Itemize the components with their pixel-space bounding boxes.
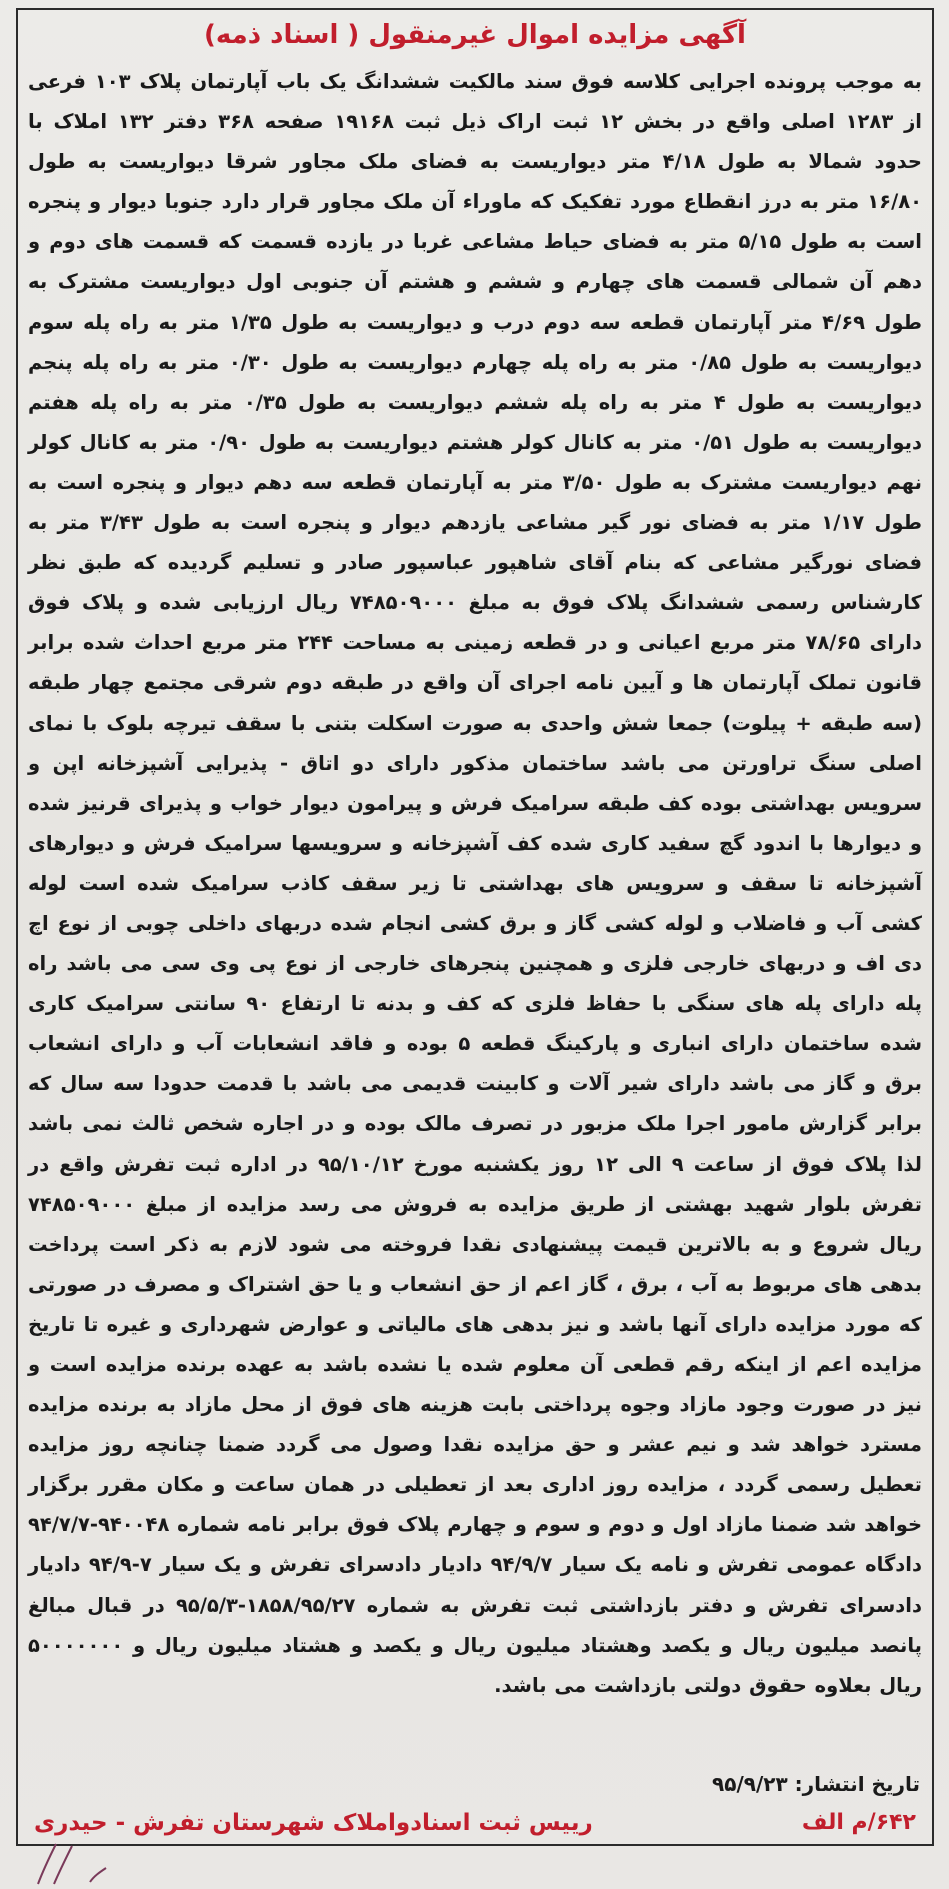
publish-date: تاریخ انتشار: ۹۵/۹/۲۳	[712, 1772, 920, 1796]
signature-row	[18, 1810, 932, 1844]
reference-code: ۶۴۲/م الف	[801, 1810, 916, 1835]
auction-notice	[16, 8, 934, 1846]
notice-title: آگهی مزایده اموال غیرمنقول ( اسناد ذمه)	[204, 20, 746, 50]
signature-line: رییس ثبت اسنادواملاک شهرستان تفرش - حیدری	[34, 1810, 593, 1836]
pen-marks-icon	[30, 1838, 120, 1886]
notice-body: به موجب پرونده اجرایی کلاسه فوق سند مالکیت ششدانگ یک باب آپارتمان پلاک ۱۰۳ فرعی از ۱۲۸۳ اصلی واقع در بخش ۱۲ ثبت اراک ذیل ثبت ۱۹۱۶۸ صفحه ۳۶۸ دفتر ۱۳۲ املاک با حدود شمالا به طول ۴/۱۸ متر دیواریست به فضای ملک مجاور شرقا دیواریست به طول ۱۶/۸۰ متر به درز انقطاع مورد تفکیک که ماوراء آن ملک مجاور قرار دارد جنوبا دیوار و پنجره است به طول ۵/۱۵ متر به فضای حیاط مشاعی غربا در یازده قسمت که قسمت های دوم و دهم آن شمالی قسمت های چهارم و ششم و هشتم آن جنوبی اول دیواریست مشترک به طول ۴/۶۹ متر آپارتمان قطعه سه دوم درب و دیواریست به طول ۱/۳۵ متر به راه پله سوم دیواریست به طول ۰/۸۵ متر به راه پله چهارم دیواریست به طول ۰/۳۰ متر به راه پله پنجم دیواریست به طول ۴ متر به راه پله ششم دیواریست به طول ۰/۳۵ متر به راه پله هفتم دیواریست به طول ۰/۵۱ متر به کانال کولر هشتم دیواریست به طول ۰/۹۰ متر به کانال کولر نهم دیواریست مشترک به طول ۳/۵۰ متر به آپارتمان قطعه سه دهم دیوار و پنجره است به طول ۱/۱۷ متر به فضای نور گیر مشاعی یازدهم دیوار و پنجره است به طول ۳/۴۳ متر به فضای نورگیر مشاعی که بنام آقای شاهپور عباسپور صادر و تسلیم گردیده که طبق نظر کارشناس رسمی ششدانگ پلاک فوق به مبلغ ۷۴۸۵۰۹۰۰۰ ریال ارزیابی شده و پلاک فوق دارای ۷۸/۶۵ متر مربع اعیانی و در قطعه زمینی به مساحت ۲۴۴ متر مربع احداث شده برابر قانون تملک آپارتمان ها و آیین نامه اجرای آن واقع در طبقه دوم شرقی مجتمع چهار طبقه (سه طبقه + پیلوت) جمعا شش واحدی به صورت اسکلت بتنی با سقف تیرچه بلوک با نمای اصلی سنگ تراورتن می باشد ساختمان مذکور دارای دو اتاق - پذیرایی آشپزخانه اپن و سرویس بهداشتی بوده کف طبقه سرامیک فرش و پیرامون دیوار خواب و پذیرای قرنیز شده و دیوارها با اندود گچ سفید کاری شده کف آشپزخانه و سرویسها سرامیک فرش و دیوارهای آشپزخانه تا سقف و سرویس های بهداشتی تا زیر سقف کاذب سرامیک شده است لوله کشی آب و فاضلاب و لوله کشی گاز و برق کشی انجام شده دربهای داخلی چوبی از نوع اچ دی اف و دربهای خارجی فلزی و همچنین پنجرهای خارجی از نوع پی وی سی می باشد راه پله دارای پله های سنگی با حفاظ فلزی که کف و بدنه تا ارتفاع ۹۰ سانتی سرامیک کاری شده ساختمان دارای انباری و پارکینگ قطعه ۵ بوده و فاقد انشعابات آب و دارای انشعاب برق و گاز می باشد دارای شیر آلات و کابینت قدیمی می باشد با قدمت حدودا سه سال که برابر گزارش مامور اجرا ملک مزبور در تصرف مالک بوده و در اجاره شخص ثالث نمی باشد لذا پلاک فوق از ساعت ۹ الی ۱۲ روز یکشنبه مورخ ۹۵/۱۰/۱۲ در اداره ثبت تفرش واقع در تفرش بلوار شهید بهشتی از طریق مزایده به فروش می رسد مزایده از مبلغ ۷۴۸۵۰۹۰۰۰ ریال شروع و به بالاترین قیمت پیشنهادی نقدا فروخته می شود لازم به ذکر است پرداخت بدهی های مربوط به آب ، برق ، گاز اعم از حق انشعاب و یا حق اشتراک و مصرف در صورتی که مورد مزایده دارای آنها باشد و نیز بدهی های مالیاتی و عوارض شهرداری و غیره تا تاریخ مزایده اعم از اینکه رقم قطعی آن معلوم شده یا نشده باشد به عهده برنده مزایده است و نیز در صورت وجود مازاد وجوه پرداختی بابت هزینه های فوق از محل مازاد به برنده مزایده مسترد خواهد شد و نیم عشر و حق مزایده نقدا وصول می گردد ضمنا چنانچه روز مزایده تعطیل رسمی گردد ، مزایده روز اداری بعد از تعطیلی در همان ساعت و مکان مقرر برگزار خواهد شد ضمنا مازاد اول و دوم و سوم و چهارم پلاک فوق برابر نامه شماره ۹۴۰۰۴۸-۹۴/۷/۷ دادگاه عمومی تفرش و نامه یک سیار ۹۴/۹/۷ دادیار دادسرای تفرش و یک سیار ۷-۹۴/۹ دادیار دادسرای تفرش و دفتر بازداشتی ثبت تفرش به شماره ۱۸۵۸/۹۵/۲۷-۹۵/۵/۳ در قبال مبالغ پانصد میلیون ریال و یکصد وهشتاد میلیون ریال و یکصد و هشتاد میلیون ریال و ۵۰۰۰۰۰۰۰ ریال بعلاوه حقوق دولتی بازداشت می باشد.	[28, 70, 923, 1697]
